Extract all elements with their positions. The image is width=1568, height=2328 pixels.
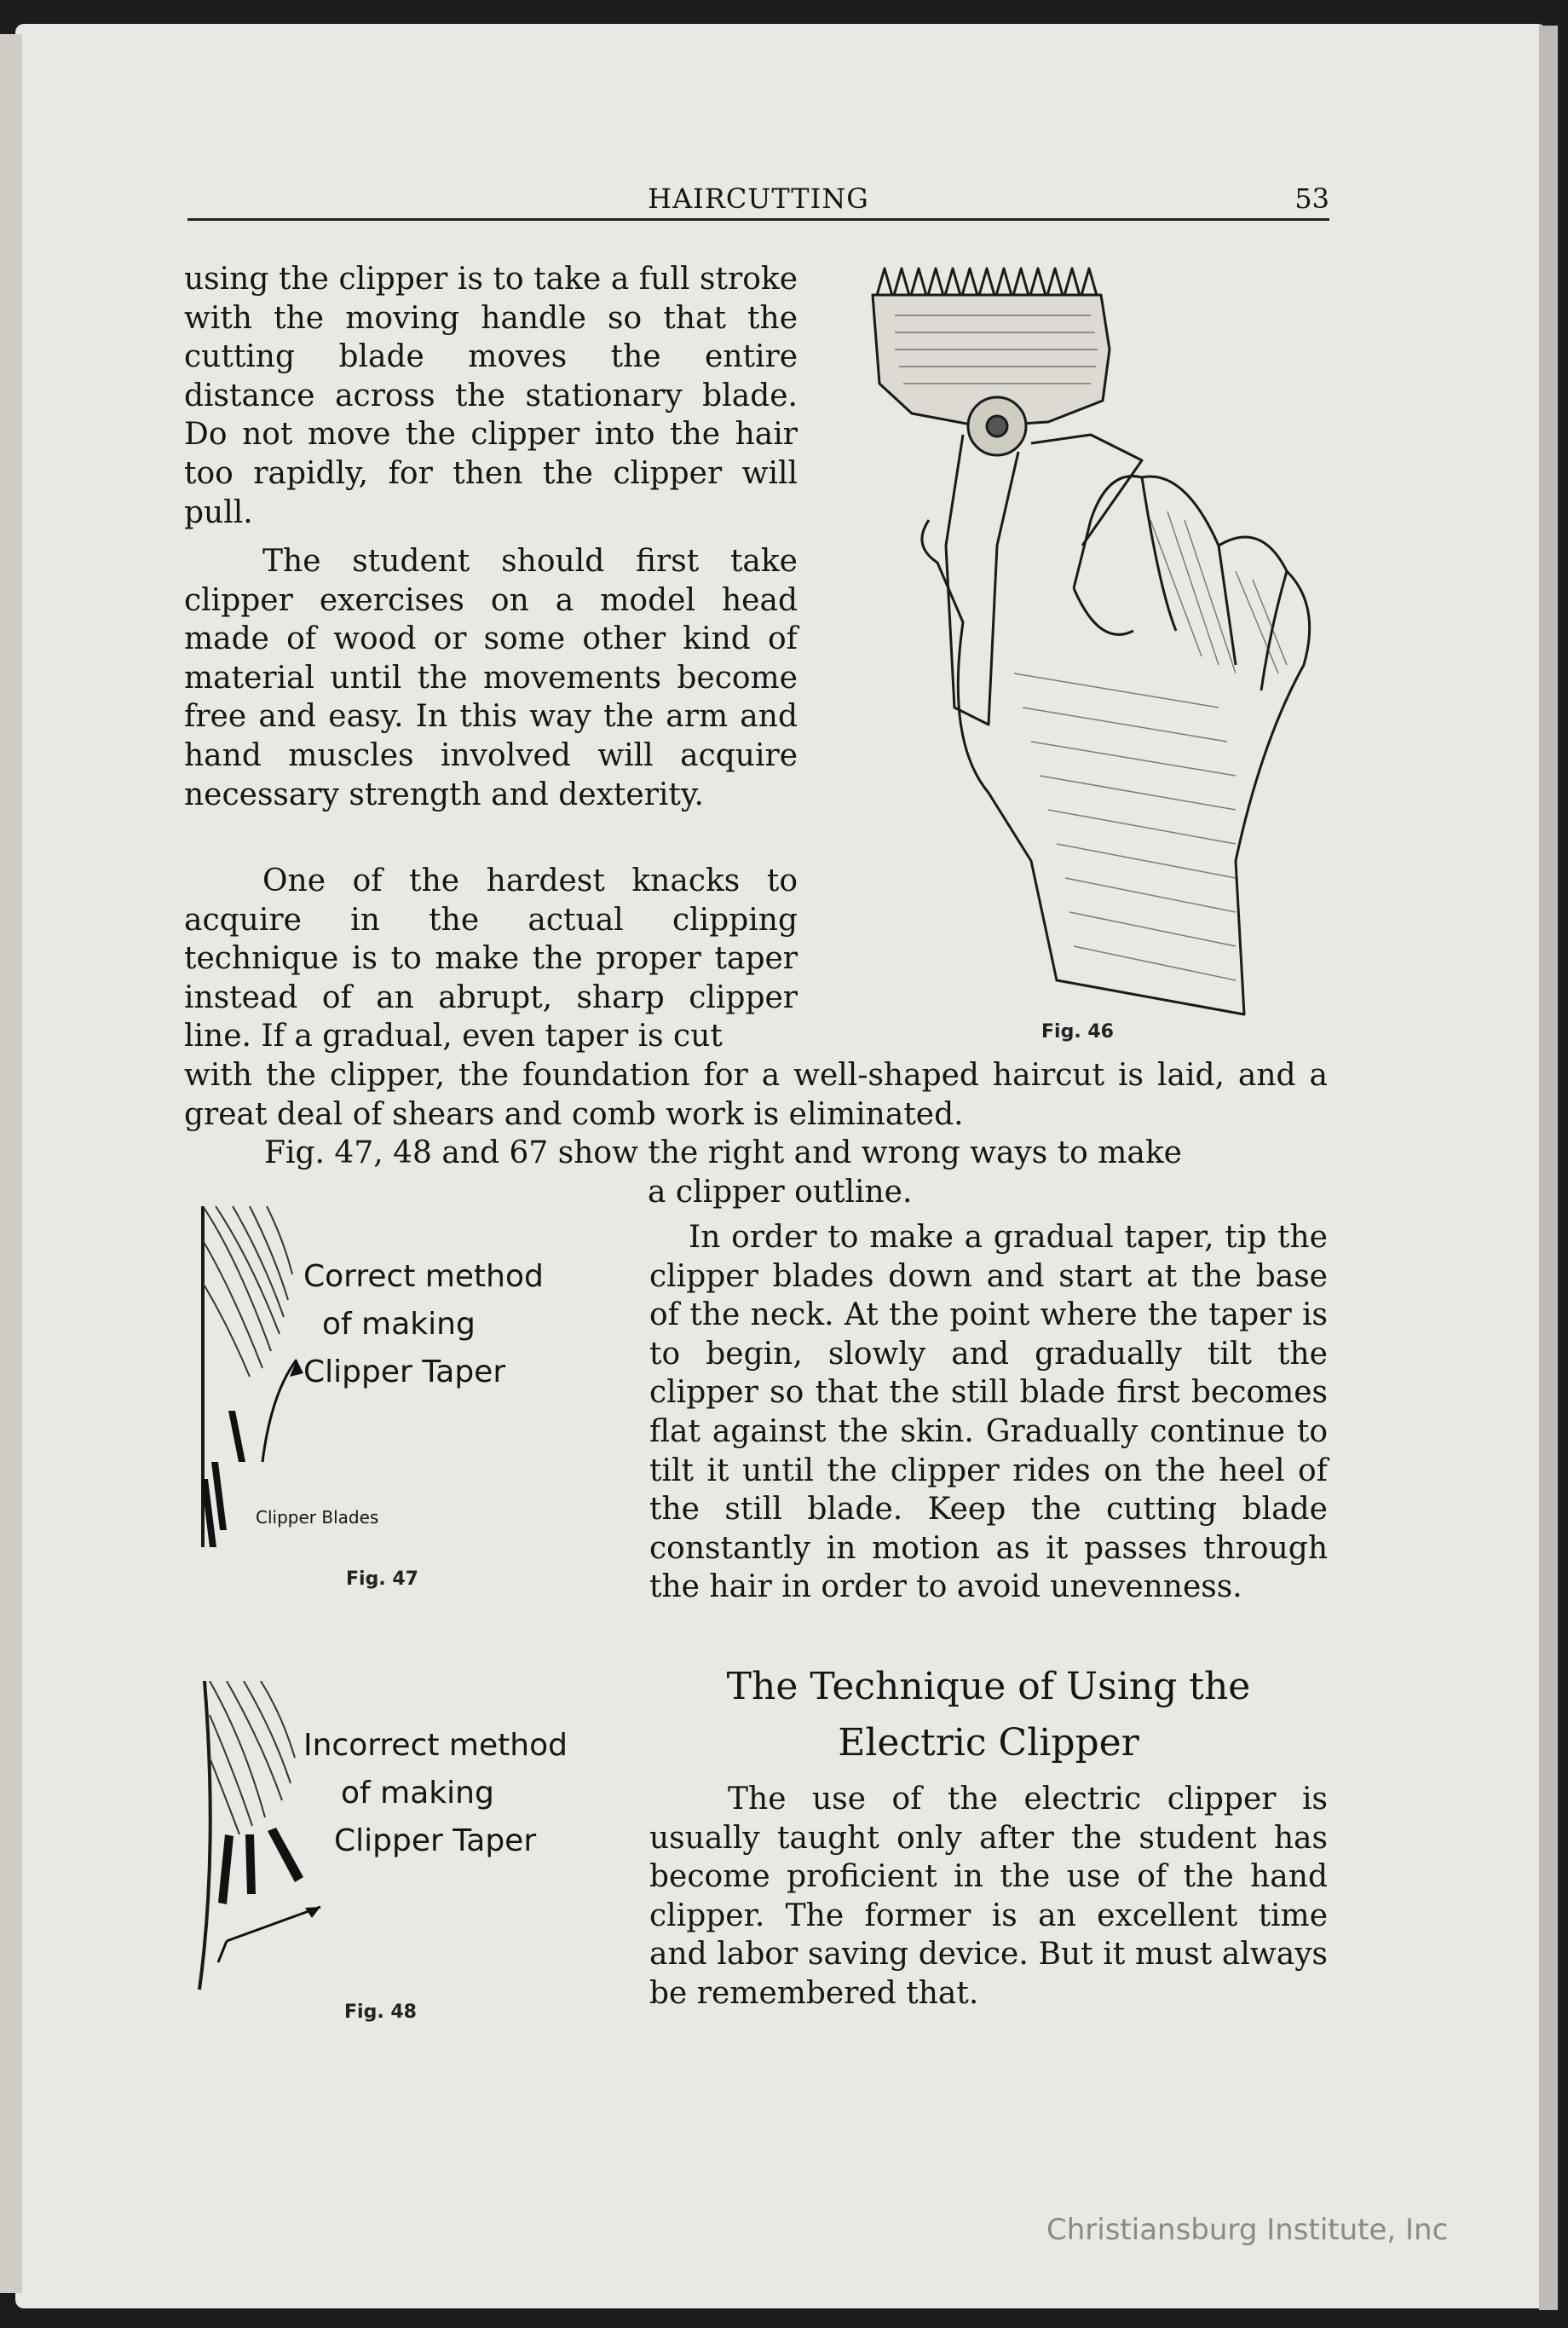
- thumb: [922, 477, 1310, 1014]
- running-head-title: HAIRCUTTING: [648, 182, 869, 215]
- paragraph-3-bottom: with the clipper, the foundation for a well-shaped haircut is laid, and a great deal of shears and comb work is eliminated.: [184, 1058, 1328, 1132]
- fig-47-label-line-3: Clipper Taper: [303, 1355, 506, 1389]
- clipper-handle: [946, 435, 1018, 725]
- paragraph-4: Fig. 47, 48 and 67 show the right and wrong ways to make: [264, 1135, 1182, 1170]
- fig-47-blades-label: Clipper Blades: [256, 1507, 379, 1528]
- fig-47-label: [303, 1253, 544, 1396]
- clipper-blade-mark: [218, 1834, 233, 1904]
- fig-46-caption: Fig. 46: [1041, 1021, 1114, 1043]
- direction-arrow: [227, 1907, 320, 1941]
- fig-46-hand-clipper-illustration: [861, 264, 1338, 1031]
- running-head: [187, 181, 1329, 221]
- paragraph-6: The use of the electric clipper is usually taught only after the student has become proficient in the use of the hand clipper. The former is an excellent time and labor saving device. But it must always be remembered that.: [649, 1782, 1328, 2011]
- fig-48-label-line-2: of making: [341, 1776, 494, 1811]
- page-right-edge: [1539, 26, 1558, 2310]
- clipper-blade-mark: [228, 1411, 245, 1462]
- paragraph-4-tail: a clipper outline.: [648, 1175, 913, 1210]
- fig-47-label-line-1: Correct method: [303, 1259, 544, 1294]
- fig-48-label: [303, 1722, 568, 1865]
- clipper-blade-mark: [268, 1828, 303, 1882]
- clipper-blade-mark: [245, 1834, 256, 1894]
- section-heading: [648, 1659, 1329, 1771]
- paragraph-3-top: One of the hardest knacks to acquire in the actual clipping technique is to make the proper taper instead of an abrupt, sharp clipper line. If a gradual, even taper is cut: [184, 864, 798, 1054]
- page-left-edge: [0, 34, 22, 2293]
- paragraph-2: The student should first take clipper exercises on a model head made of wood or some other kind of material until the movements become free and easy. In this way the arm and hand muscles involved will acquire necessary strength and dexterity.: [184, 544, 798, 812]
- fig-48-caption: Fig. 48: [344, 2002, 417, 2023]
- fig-48-label-line-1: Incorrect method: [303, 1728, 568, 1763]
- clipper-blade-mark: [211, 1462, 227, 1530]
- fig-48-label-line-3: Clipper Taper: [334, 1823, 537, 1858]
- paragraph-5: In order to make a gradual taper, tip the clipper blades down and start at the base of the neck. At the point where the taper is to begin, slowly and gradually tilt the clipper so that the still blade first becomes flat against the skin. Gradually continue to tilt it until the clipper rides on the heel of the still blade. Keep the cutting blade constantly in motion as it passes through the hair in order to avoid unevenness.: [649, 1220, 1328, 1605]
- fig-47-label-line-2: of making: [322, 1307, 476, 1342]
- clipper-moving-handle: [1031, 435, 1142, 546]
- section-heading-line-1: The Technique of Using the: [726, 1665, 1251, 1708]
- page-number: 53: [1294, 182, 1329, 215]
- section-heading-line-2: Electric Clipper: [838, 1721, 1139, 1765]
- watermark: Christiansburg Institute, Inc: [1046, 2213, 1449, 2247]
- fig-47-caption: Fig. 47: [346, 1568, 418, 1590]
- paragraph-1: using the clipper is to take a full stroke with the moving handle so that the cutting blade moves the entire distance across the stationary blade. Do not move the clipper into the hair too rapidly, for then the clipper will pull.: [184, 262, 798, 530]
